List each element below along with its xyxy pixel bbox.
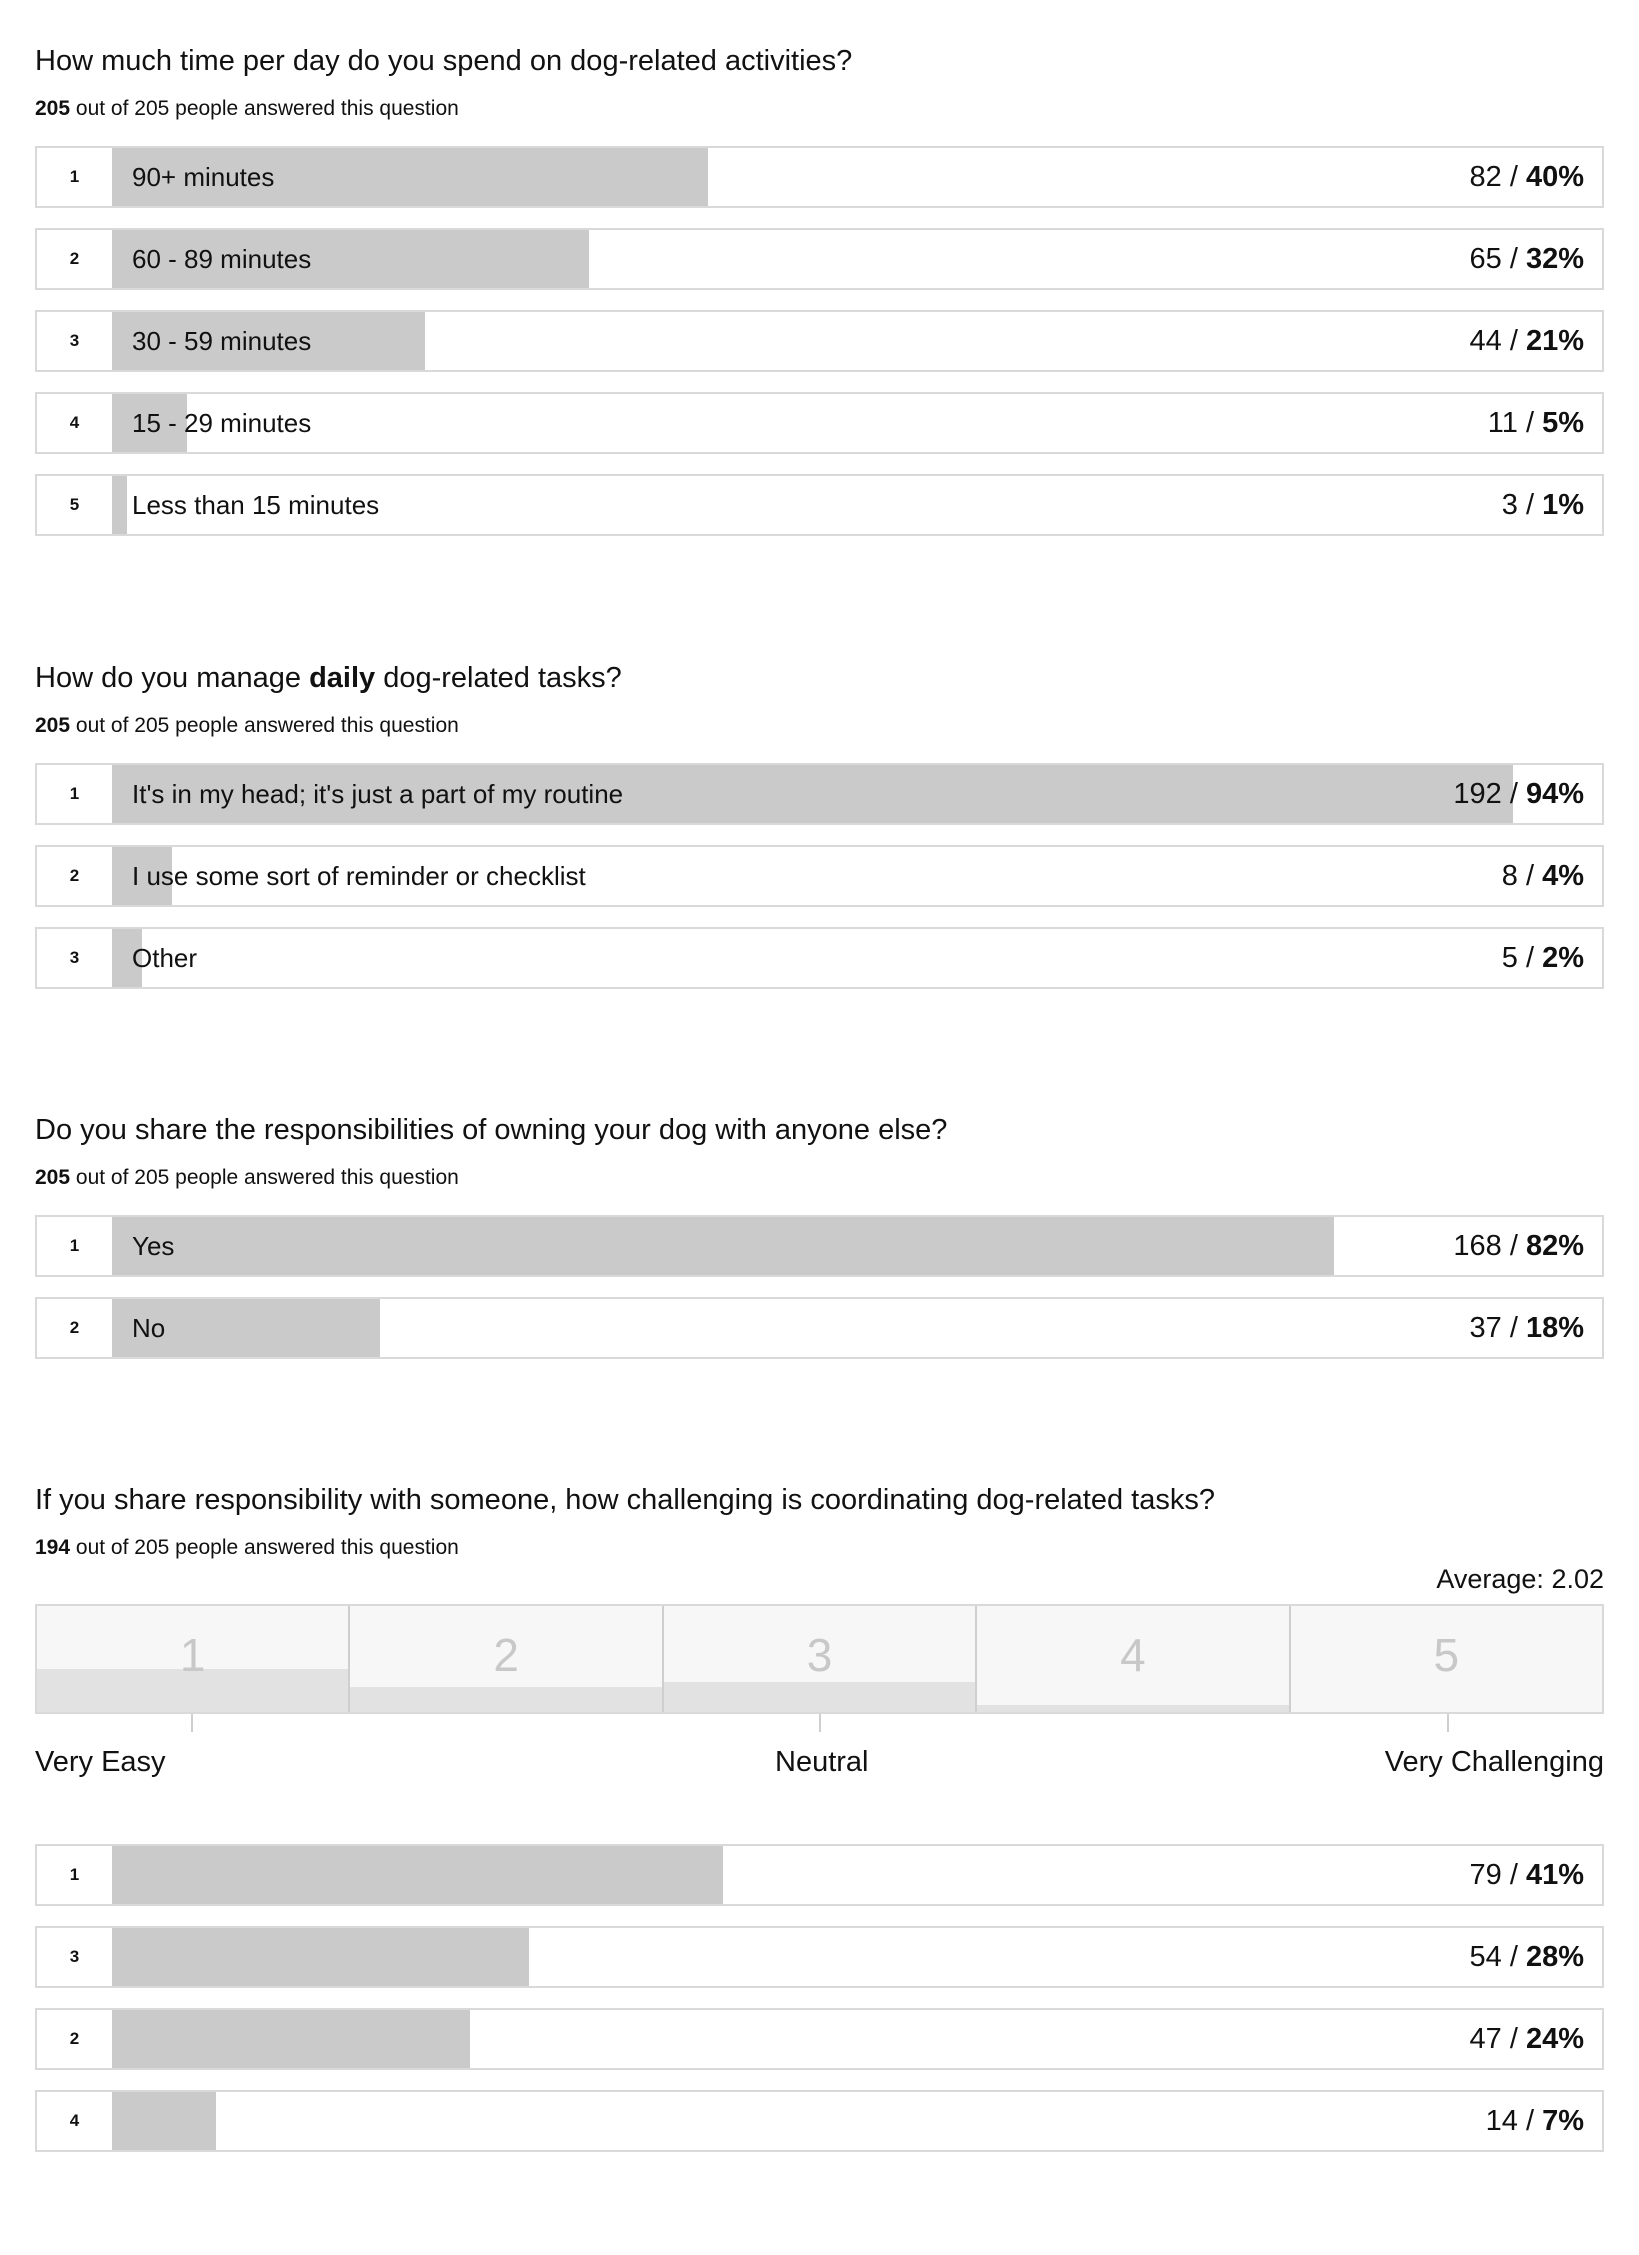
- answer-row: [35, 1844, 1604, 1906]
- question-4: [35, 1483, 1604, 2137]
- answer-percent: 18%: [1525, 1312, 1584, 1344]
- answer-percent: 41%: [1525, 1859, 1584, 1891]
- bar-fill: [112, 1846, 723, 1904]
- answer-label: 15 - 29 minutes: [132, 408, 312, 438]
- scale-label-high: Very Challenging: [1384, 1746, 1604, 1778]
- answer-stat: [1470, 2010, 1584, 2068]
- answer-percent: 4%: [1542, 860, 1584, 892]
- answer-count: 14: [1485, 2105, 1518, 2137]
- answer-sep: /: [1501, 2023, 1526, 2055]
- question-1-title: [35, 44, 1604, 78]
- question-4-answered: [35, 1535, 1604, 1561]
- answer-stat: [1488, 394, 1584, 452]
- scale-cell: [348, 1606, 661, 1712]
- answer-rank: 2: [69, 2029, 80, 2048]
- answer-count: 11: [1487, 407, 1518, 439]
- answer-percent: 28%: [1525, 1941, 1584, 1973]
- bar-track: [112, 148, 1602, 206]
- scale-cell: [37, 1606, 348, 1712]
- answer-sep: /: [1501, 1859, 1526, 1891]
- answer-row: [35, 1297, 1604, 1359]
- answered-count: 205: [35, 714, 71, 737]
- question-2-title: [35, 661, 1604, 695]
- answer-count: 44: [1469, 325, 1502, 357]
- answered-count: 205: [35, 97, 71, 120]
- answer-label: 30 - 59 minutes: [132, 326, 312, 356]
- answer-label: It's in my head; it's just a part of my routine: [132, 779, 624, 809]
- answer-percent: 7%: [1542, 2105, 1584, 2137]
- answer-count: 47: [1469, 2023, 1502, 2055]
- answer-sep: /: [1517, 860, 1543, 892]
- answer-rank: 3: [69, 331, 80, 350]
- answer-rank: 2: [69, 249, 80, 268]
- bar-track: [112, 1928, 1602, 1986]
- answer-sep: /: [1501, 778, 1526, 810]
- answer-label: 90+ minutes: [132, 162, 275, 192]
- answered-text: out of 205 people answered this question: [75, 1536, 459, 1559]
- bar-track: [112, 2092, 1602, 2150]
- answer-rank: 1: [69, 784, 80, 803]
- question-2-title-emphasis: daily: [309, 662, 376, 694]
- answer-percent: 94%: [1525, 778, 1584, 810]
- bar-track: [112, 312, 1602, 370]
- bar-track: [112, 394, 1602, 452]
- answered-text: out of 205 people answered this question: [75, 1166, 459, 1189]
- answered-count: 194: [35, 1536, 71, 1559]
- answer-rank: 1: [69, 167, 80, 186]
- answer-count: 168: [1453, 1230, 1502, 1262]
- answer-rank: 5: [69, 495, 80, 514]
- answered-text: out of 205 people answered this question: [75, 97, 459, 120]
- answer-sep: /: [1517, 2105, 1543, 2137]
- answer-rank: 1: [69, 1865, 80, 1884]
- answer-count: 3: [1501, 489, 1518, 521]
- question-3-title-text: Do you share the responsibilities of owning your dog with anyone else?: [35, 1114, 948, 1146]
- answer-sep: /: [1501, 161, 1526, 193]
- scale-cell: [662, 1606, 975, 1712]
- answer-row: [35, 927, 1604, 989]
- answer-count: 5: [1501, 942, 1518, 974]
- question-1-title-text: How much time per day do you spend on dog-related activities?: [35, 45, 853, 77]
- answer-stat: [1502, 929, 1584, 987]
- answer-row: [35, 1926, 1604, 1988]
- bar-track: [112, 929, 1602, 987]
- scale-point: 3: [806, 1629, 833, 1681]
- answer-label: 60 - 89 minutes: [132, 244, 312, 274]
- answer-sep: /: [1501, 1312, 1526, 1344]
- answer-count: 79: [1469, 1859, 1502, 1891]
- bar-fill: [112, 1217, 1334, 1275]
- answer-stat: [1470, 1928, 1584, 1986]
- scale-cell: [1289, 1606, 1602, 1712]
- bar-fill: [112, 2010, 470, 2068]
- answer-percent: 24%: [1525, 2023, 1584, 2055]
- bar-fill: [112, 476, 127, 534]
- scale-tick-low: [191, 1714, 193, 1732]
- answer-sep: /: [1501, 1941, 1526, 1973]
- answer-row: [35, 845, 1604, 907]
- question-2-title-text: How do you manage: [35, 662, 310, 694]
- answer-stat: [1470, 1846, 1584, 1904]
- question-2: [35, 661, 1604, 974]
- answer-stat: [1453, 1217, 1584, 1275]
- answer-count: 8: [1501, 860, 1518, 892]
- answer-percent: 1%: [1542, 489, 1584, 521]
- answer-stat: [1502, 847, 1584, 905]
- answer-percent: 82%: [1525, 1230, 1584, 1262]
- question-1: [35, 44, 1604, 521]
- question-4-title-text: If you share responsibility with someone, how challenging is coordinating dog-related tasks?: [35, 1484, 1215, 1516]
- answer-percent: 40%: [1525, 161, 1584, 193]
- bar-track: [112, 1217, 1602, 1275]
- scale-label-mid: Neutral: [775, 1746, 869, 1778]
- answer-sep: /: [1517, 407, 1543, 439]
- scale-fill: [350, 1687, 661, 1712]
- answer-count: 192: [1453, 778, 1502, 810]
- question-3-title: [35, 1113, 1604, 1147]
- answer-stat: [1486, 2092, 1584, 2150]
- answer-rank: 3: [69, 948, 80, 967]
- scale-tick-mid: [819, 1714, 821, 1732]
- answer-rank: 1: [69, 1236, 80, 1255]
- bar-track: [112, 1299, 1602, 1357]
- question-4-title: [35, 1483, 1604, 1517]
- answer-row: [35, 474, 1604, 536]
- bar-track: [112, 230, 1602, 288]
- scale-label-low: Very Easy: [35, 1746, 166, 1778]
- answer-row: [35, 2090, 1604, 2152]
- question-3-answered: [35, 1165, 1604, 1191]
- answer-sep: /: [1501, 325, 1526, 357]
- scale-point: 4: [1120, 1629, 1146, 1681]
- question-2-title-text-end: dog-related tasks?: [375, 662, 622, 694]
- question-2-answered: [35, 713, 1604, 739]
- answer-stat: [1470, 312, 1584, 370]
- answer-stat: [1470, 1299, 1584, 1357]
- answer-sep: /: [1517, 489, 1543, 521]
- answer-row: [35, 763, 1604, 825]
- answer-count: 82: [1469, 161, 1502, 193]
- answer-rank: 2: [69, 866, 80, 885]
- average-score: Average: 2.02: [1436, 1564, 1604, 1594]
- bar-fill: [112, 2092, 216, 2150]
- scale-point: 2: [493, 1629, 519, 1681]
- answer-sep: /: [1517, 942, 1543, 974]
- question-3: [35, 1113, 1604, 1344]
- answer-label: Other: [132, 943, 198, 973]
- answer-rank: 4: [69, 413, 80, 432]
- answer-sep: /: [1501, 243, 1526, 275]
- answer-stat: [1502, 476, 1584, 534]
- scale-tick-high: [1447, 1714, 1449, 1732]
- answer-percent: 21%: [1525, 325, 1584, 357]
- scale-cell: [975, 1606, 1288, 1712]
- answer-row: [35, 146, 1604, 208]
- scale-point: 5: [1433, 1629, 1460, 1681]
- answer-percent: 32%: [1525, 243, 1584, 275]
- question-1-answered: [35, 96, 1604, 122]
- answer-row: [35, 310, 1604, 372]
- answer-label: Yes: [132, 1231, 175, 1261]
- answer-count: 65: [1469, 243, 1502, 275]
- answer-count: 37: [1469, 1312, 1502, 1344]
- answer-count: 54: [1469, 1941, 1502, 1973]
- answer-label: No: [132, 1313, 166, 1343]
- answer-percent: 2%: [1542, 942, 1584, 974]
- answer-rank: 2: [69, 1318, 80, 1337]
- answer-stat: [1470, 230, 1584, 288]
- bar-fill: [112, 1928, 529, 1986]
- answer-stat: [1470, 148, 1584, 206]
- answered-text: out of 205 people answered this question: [75, 714, 459, 737]
- answered-count: 205: [35, 1166, 71, 1189]
- likert-scale: [35, 1604, 1604, 1714]
- answer-rank: 3: [69, 1947, 80, 1966]
- scale-fill: [664, 1682, 975, 1712]
- answer-rank: 4: [69, 2111, 80, 2130]
- scale-fill: [977, 1705, 1288, 1712]
- answer-row: [35, 392, 1604, 454]
- answer-sep: /: [1501, 1230, 1526, 1262]
- answer-row: [35, 228, 1604, 290]
- answer-stat: [1453, 765, 1584, 823]
- answer-label: Less than 15 minutes: [132, 490, 380, 520]
- bar-track: [112, 2010, 1602, 2068]
- bar-track: [112, 1846, 1602, 1904]
- answer-row: [35, 2008, 1604, 2070]
- answer-label: I use some sort of reminder or checklist: [132, 861, 586, 891]
- scale-point: 1: [179, 1629, 206, 1681]
- answer-row: [35, 1215, 1604, 1277]
- answer-percent: 5%: [1542, 407, 1584, 439]
